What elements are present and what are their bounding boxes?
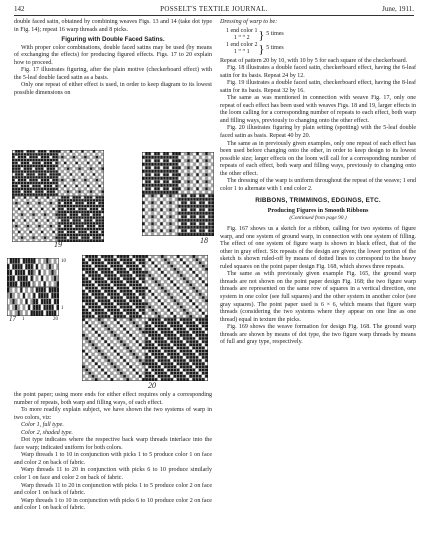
fig17-label-1: 1 — [61, 306, 64, 311]
figure-17-caption: 17 — [9, 315, 16, 323]
paragraph: Fig. 18 illustrates a double faced satin, checkerboard effect, having the 6-leaf satin for its basis. Repeat 24 by 12. — [220, 65, 416, 79]
paragraph: Fig. 20 illustrates figuring by plain setting (spotting) with the 5-leaf double faced satin as basis. Repeat 40 by 20. — [220, 125, 416, 140]
dressing-row: 1 “ “ 1 — [233, 48, 250, 55]
color-2-definition: Color 2, shaded type. — [21, 429, 73, 436]
dressing-row: 1 end color 1 — [226, 27, 258, 34]
page-number: 142 — [14, 5, 25, 13]
dressing-title: Dressing of warp to be: — [220, 19, 278, 25]
fig17-label-20: 20 — [53, 317, 58, 322]
continued-note: (Continued from page 90.) — [289, 215, 347, 222]
paragraph: With proper color combinations, double faced satins may be used (by means of exchanging the effects) for producing figured effects. Figs. 17 to 20 explain how to proceed. — [14, 44, 212, 66]
paragraph: Warp threads 11 to 20 in conjunction with picks 6 to 10 produce similarly color 1 on face and color 2 on back of fabric. — [14, 467, 212, 482]
figure-20-weave — [82, 255, 208, 381]
paragraph: double faced satin, obtained by combining weaves Figs. 13 and 14 (take dot type in Fig. 14); repeat 16 warp threads and 8 picks. — [14, 19, 212, 33]
paragraph: Fig. 19 illustrates a double faced satin, checkerboard effect, having the 8-leaf satin for its basis. Repeat 32 by 16. — [220, 80, 416, 94]
paragraph: Repeat of pattern 20 by 10, with 10 by 5 for each square of the checkerboard. — [220, 57, 408, 64]
paragraph: Warp threads 1 to 10 in conjunction with picks 1 to 5 produce color 1 on face and color 2 on back of fabric. — [14, 452, 212, 466]
dressing-table: 1 end color 1 1 “ “ 2 } 5 times 1 end color 2 1 “ “ 1 } 5 times — [226, 27, 284, 56]
dressing-row: 1 end color 2 — [226, 41, 258, 48]
paragraph: Warp threads 1 to 10 in conjunction with picks 6 to 10 produce color 2 on face and color 1 on back of fabric. — [14, 497, 212, 512]
dressing-row: 1 “ “ 2 — [233, 34, 250, 41]
figure-17-weave — [7, 258, 59, 316]
paragraph: Fig. 169 shows the weave formation for design Fig. 168. The ground warp threads are shown by means of dot type, the two figure warp threads by means of full and gray type, respectively. — [220, 324, 416, 346]
issue-date: June, 1911. — [382, 5, 414, 13]
fig17-label-10: 10 — [61, 259, 66, 264]
paragraph: The same as with previously given example Fig. 165, the ground warp threads are not shown on the point paper design Fig. 168; the two figure warp threads are represented on the same row of squares in a vertical direction, one system in one color (see full squares) and the other system in another color (see gray squares). The point paper used is 6 × 6, which means that figure warp threads (considering the two systems where they appear on one line as one thread) equal in texture the picks. — [220, 271, 416, 323]
figure-20-caption: 20 — [148, 381, 156, 390]
dressing-times: 5 times — [266, 45, 284, 52]
paragraph: Dot type indicates where the respective back warp threads interlace into the face warp; indicated uniform for both colors. — [14, 437, 212, 451]
paragraph: The same as was mentioned in connection with weave Fig. 17, only one repeat of each effect has been used with weaves Figs. 18 and 19, larger effects in the loom calling for a corresponding number of repeats to each effect, both warp and filling ways, previously to changing onto the other effect. — [220, 95, 416, 124]
color-1-definition: Color 1, full type. — [21, 422, 64, 429]
fig17-label-1b: 1 — [22, 317, 25, 322]
paragraph: To more readily explain subject, we have shown the two systems of warp in two colors, viz: — [14, 407, 212, 421]
right-column — [220, 19, 416, 347]
left-column-top — [14, 19, 212, 97]
figure-18-caption: 18 — [200, 236, 208, 245]
dressing-times: 5 times — [266, 31, 284, 38]
section-subtitle: Producing Figures in Smooth Ribbons — [267, 206, 369, 214]
section-title: RIBBONS, TRIMMINGS, EDGINGS, ETC. — [255, 197, 381, 205]
page-header — [14, 3, 414, 16]
section-heading: Figuring with Double Faced Satins. — [61, 36, 165, 44]
figure-19-weave — [12, 150, 104, 242]
paragraph: Only one repeat of either effect is used, in order to keep diagram to its lowest possible dimensions on — [14, 82, 212, 96]
journal-title: POSSELT'S TEXTILE JOURNAL. — [160, 5, 268, 13]
paragraph: Fig. 167 shows us a sketch for a ribbon, calling for two systems of figure warp, and one system of ground warp, in connection with one system of filling. The effect of one system of figure warp is shown in black effect, that of the other in gray effect. Six repeats of the design are given; the lower portion of the sketch is shown ruled-off by means of dotted lines to correspond to the heavy ruled squares on the point paper design Fig. 168, which shows three repeats. — [220, 226, 416, 270]
figure-19-caption: 19 — [54, 240, 62, 249]
paragraph: The dressing of the warp is uniform throughout the repeat of the weave; 1 end color 1 to alternate with 1 end color 2. — [220, 178, 416, 192]
paragraph: Fig. 17 illustrates figuring, after the plain motive (checkerboard effect) with the 5-leaf double faced satin as a basis. — [14, 67, 212, 81]
paragraph: Warp threads 11 to 20 in conjunction with picks 1 to 5 produce color 2 on face and color 1 on back of fabric. — [14, 482, 212, 497]
paragraph: the point paper; using more ends for either effect requires only a corresponding number of repeats, both warp and filling ways, of each effect. — [14, 392, 212, 406]
paragraph: The same as in previously given examples, only one repeat of each effect has been used before changing onto the other, in order to keep design to its lowest possible size; larger effects on the loom will call for a corresponding number of repeats of each effect, both warp and filling ways, previously to changing onto the other effect. — [220, 140, 416, 177]
figure-18-weave — [142, 152, 214, 236]
left-column-bottom — [14, 392, 212, 513]
